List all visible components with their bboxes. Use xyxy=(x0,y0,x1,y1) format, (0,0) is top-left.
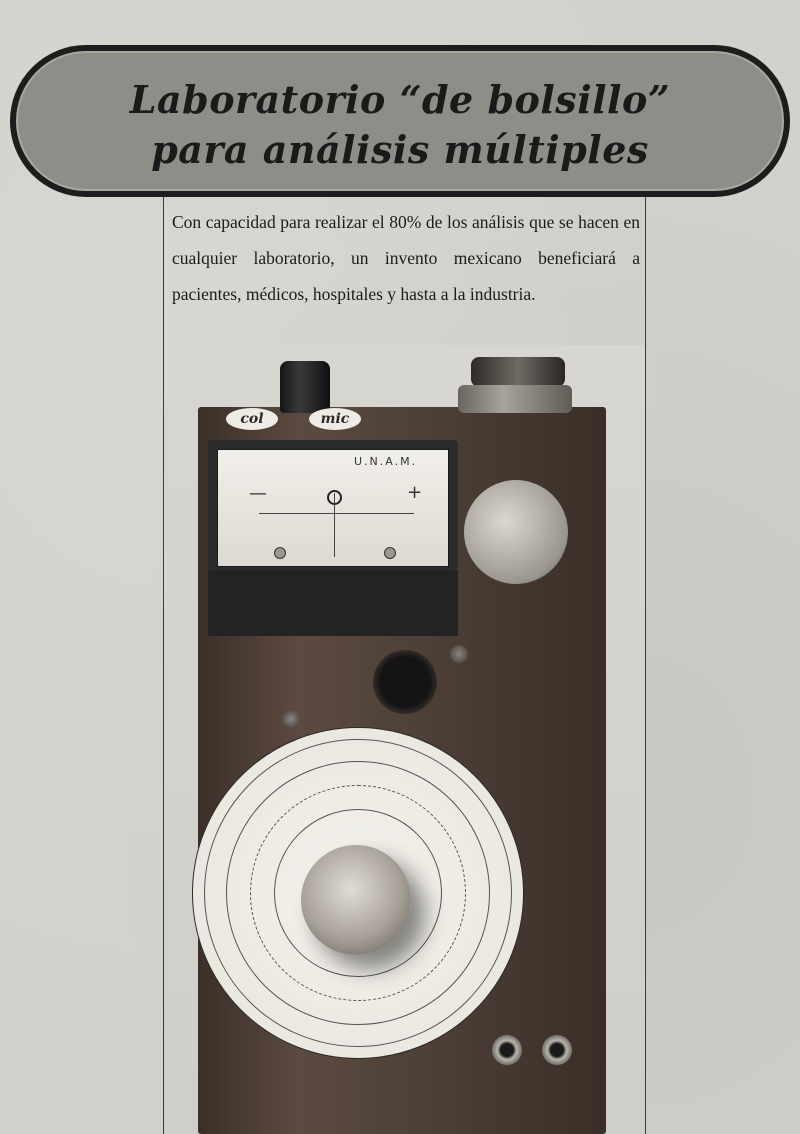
article-title-line-2: para análisis múltiples xyxy=(151,127,649,172)
screw-right xyxy=(450,645,468,663)
top-knob xyxy=(280,361,330,413)
dial-knob xyxy=(301,845,411,955)
screw-left xyxy=(282,710,300,728)
jack-connector-right xyxy=(542,1035,572,1065)
meter-screw-right xyxy=(384,547,396,559)
meter-lower-panel xyxy=(208,570,458,636)
intro-paragraph: Con capacidad para realizar el 80% de los análisis que se hacen en cualquier laboratorio, un invento mexicano beneficiará a pacientes, médicos, hospitales y hasta a la industria. xyxy=(172,212,640,304)
brand-sticker-right: mic xyxy=(309,408,361,430)
title-banner xyxy=(10,45,790,197)
meter-brand-label: U.N.A.M. xyxy=(354,455,418,468)
sample-port xyxy=(373,650,437,714)
device-photo xyxy=(164,345,645,1134)
meter-screw-left xyxy=(274,547,286,559)
side-knob xyxy=(464,480,568,584)
jack-connector-left xyxy=(492,1035,522,1065)
meter-needle xyxy=(334,493,335,557)
top-cap xyxy=(458,385,572,413)
top-cap-inner xyxy=(471,357,565,387)
meter-plus-sign: + xyxy=(407,482,423,503)
brand-sticker-left: col xyxy=(226,408,278,430)
article-title-line-1: Laboratorio “de bolsillo” xyxy=(129,77,671,122)
meter-scale-line xyxy=(259,513,414,514)
column-rule-right xyxy=(645,197,646,1134)
meter-minus-sign: — xyxy=(249,483,267,504)
